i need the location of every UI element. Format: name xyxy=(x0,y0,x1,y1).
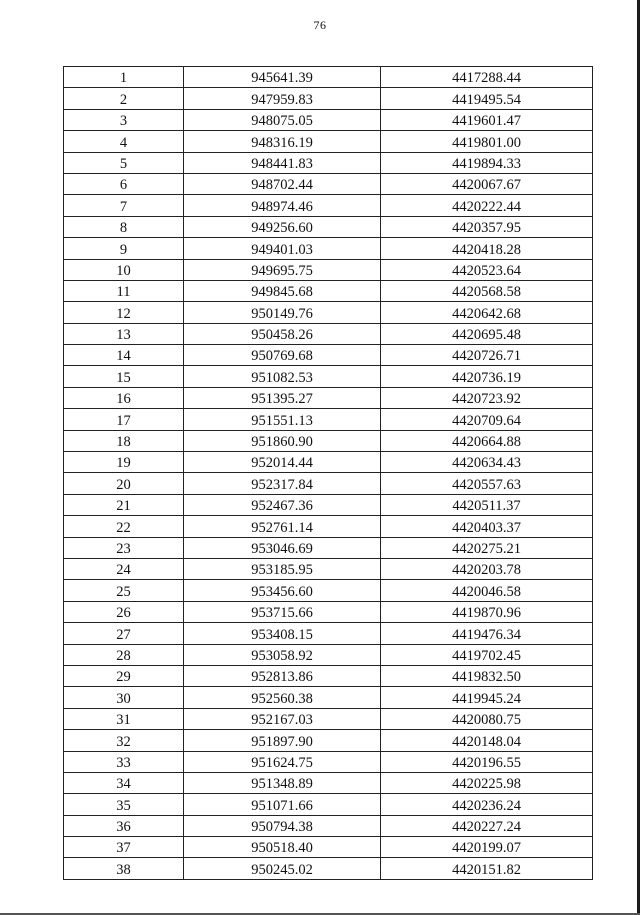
x-coordinate-cell: 948974.46 xyxy=(184,195,381,216)
y-coordinate-cell: 4420151.82 xyxy=(381,858,593,879)
point-number-cell: 25 xyxy=(64,580,184,601)
y-coordinate-cell: 4420046.58 xyxy=(381,580,593,601)
y-coordinate-cell: 4420199.07 xyxy=(381,837,593,858)
table-row xyxy=(64,238,593,259)
x-coordinate-cell: 953185.95 xyxy=(184,558,381,579)
x-coordinate-cell: 953456.60 xyxy=(184,580,381,601)
point-number-cell: 33 xyxy=(64,751,184,772)
table-row xyxy=(64,494,593,515)
point-number-cell: 23 xyxy=(64,537,184,558)
point-number-cell: 6 xyxy=(64,173,184,194)
x-coordinate-cell: 949695.75 xyxy=(184,259,381,280)
point-number-cell: 32 xyxy=(64,730,184,751)
table-row xyxy=(64,216,593,237)
table-row xyxy=(64,751,593,772)
x-coordinate-cell: 948075.05 xyxy=(184,109,381,130)
y-coordinate-cell: 4419945.24 xyxy=(381,687,593,708)
x-coordinate-cell: 951860.90 xyxy=(184,430,381,451)
point-number-cell: 37 xyxy=(64,837,184,858)
y-coordinate-cell: 4420225.98 xyxy=(381,772,593,793)
point-number-cell: 31 xyxy=(64,708,184,729)
point-number-cell: 14 xyxy=(64,345,184,366)
y-coordinate-cell: 4420227.24 xyxy=(381,815,593,836)
table-row xyxy=(64,387,593,408)
table-row xyxy=(64,67,593,88)
y-coordinate-cell: 4420222.44 xyxy=(381,195,593,216)
table-row xyxy=(64,173,593,194)
table-row xyxy=(64,815,593,836)
table-row xyxy=(64,109,593,130)
x-coordinate-cell: 949845.68 xyxy=(184,280,381,301)
y-coordinate-cell: 4420726.71 xyxy=(381,345,593,366)
table-row xyxy=(64,259,593,280)
x-coordinate-cell: 953715.66 xyxy=(184,601,381,622)
y-coordinate-cell: 4420148.04 xyxy=(381,730,593,751)
x-coordinate-cell: 952317.84 xyxy=(184,473,381,494)
x-coordinate-cell: 951082.53 xyxy=(184,366,381,387)
x-coordinate-cell: 953046.69 xyxy=(184,537,381,558)
point-number-cell: 22 xyxy=(64,516,184,537)
x-coordinate-cell: 951624.75 xyxy=(184,751,381,772)
point-number-cell: 10 xyxy=(64,259,184,280)
table-row xyxy=(64,623,593,644)
point-number-cell: 9 xyxy=(64,238,184,259)
point-number-cell: 8 xyxy=(64,216,184,237)
table-row xyxy=(64,837,593,858)
y-coordinate-cell: 4420511.37 xyxy=(381,494,593,515)
table-row xyxy=(64,88,593,109)
point-number-cell: 38 xyxy=(64,858,184,879)
coordinates-table xyxy=(63,66,593,880)
x-coordinate-cell: 951897.90 xyxy=(184,730,381,751)
point-number-cell: 16 xyxy=(64,387,184,408)
point-number-cell: 4 xyxy=(64,131,184,152)
table-row xyxy=(64,409,593,430)
x-coordinate-cell: 950458.26 xyxy=(184,323,381,344)
table-row xyxy=(64,345,593,366)
point-number-cell: 2 xyxy=(64,88,184,109)
x-coordinate-cell: 950245.02 xyxy=(184,858,381,879)
point-number-cell: 15 xyxy=(64,366,184,387)
y-coordinate-cell: 4420418.28 xyxy=(381,238,593,259)
x-coordinate-cell: 952813.86 xyxy=(184,665,381,686)
table-row xyxy=(64,473,593,494)
y-coordinate-cell: 4420736.19 xyxy=(381,366,593,387)
y-coordinate-cell: 4420695.48 xyxy=(381,323,593,344)
table-row xyxy=(64,687,593,708)
point-number-cell: 26 xyxy=(64,601,184,622)
point-number-cell: 29 xyxy=(64,665,184,686)
x-coordinate-cell: 952167.03 xyxy=(184,708,381,729)
y-coordinate-cell: 4420664.88 xyxy=(381,430,593,451)
point-number-cell: 27 xyxy=(64,623,184,644)
point-number-cell: 5 xyxy=(64,152,184,173)
y-coordinate-cell: 4420723.92 xyxy=(381,387,593,408)
y-coordinate-cell: 4420709.64 xyxy=(381,409,593,430)
table-row xyxy=(64,708,593,729)
y-coordinate-cell: 4420634.43 xyxy=(381,452,593,473)
x-coordinate-cell: 951551.13 xyxy=(184,409,381,430)
point-number-cell: 13 xyxy=(64,323,184,344)
y-coordinate-cell: 4419495.54 xyxy=(381,88,593,109)
x-coordinate-cell: 951071.66 xyxy=(184,794,381,815)
y-coordinate-cell: 4419832.50 xyxy=(381,665,593,686)
y-coordinate-cell: 4420523.64 xyxy=(381,259,593,280)
point-number-cell: 21 xyxy=(64,494,184,515)
point-number-cell: 17 xyxy=(64,409,184,430)
y-coordinate-cell: 4420080.75 xyxy=(381,708,593,729)
coordinates-table-body xyxy=(64,67,593,880)
y-coordinate-cell: 4419870.96 xyxy=(381,601,593,622)
x-coordinate-cell: 951395.27 xyxy=(184,387,381,408)
x-coordinate-cell: 950794.38 xyxy=(184,815,381,836)
table-row xyxy=(64,580,593,601)
table-row xyxy=(64,195,593,216)
table-row xyxy=(64,665,593,686)
x-coordinate-cell: 949401.03 xyxy=(184,238,381,259)
x-coordinate-cell: 950769.68 xyxy=(184,345,381,366)
x-coordinate-cell: 952467.36 xyxy=(184,494,381,515)
y-coordinate-cell: 4420557.63 xyxy=(381,473,593,494)
x-coordinate-cell: 951348.89 xyxy=(184,772,381,793)
table-row xyxy=(64,280,593,301)
table-row xyxy=(64,152,593,173)
x-coordinate-cell: 945641.39 xyxy=(184,67,381,88)
y-coordinate-cell: 4420236.24 xyxy=(381,794,593,815)
table-row xyxy=(64,452,593,473)
point-number-cell: 3 xyxy=(64,109,184,130)
y-coordinate-cell: 4420568.58 xyxy=(381,280,593,301)
point-number-cell: 20 xyxy=(64,473,184,494)
y-coordinate-cell: 4420642.68 xyxy=(381,302,593,323)
y-coordinate-cell: 4419601.47 xyxy=(381,109,593,130)
point-number-cell: 30 xyxy=(64,687,184,708)
point-number-cell: 11 xyxy=(64,280,184,301)
table-row xyxy=(64,601,593,622)
y-coordinate-cell: 4419702.45 xyxy=(381,644,593,665)
table-row xyxy=(64,131,593,152)
table-row xyxy=(64,430,593,451)
y-coordinate-cell: 4419894.33 xyxy=(381,152,593,173)
table-row xyxy=(64,794,593,815)
x-coordinate-cell: 952014.44 xyxy=(184,452,381,473)
y-coordinate-cell: 4420357.95 xyxy=(381,216,593,237)
y-coordinate-cell: 4417288.44 xyxy=(381,67,593,88)
table-row xyxy=(64,858,593,879)
table-row xyxy=(64,516,593,537)
y-coordinate-cell: 4420196.55 xyxy=(381,751,593,772)
table-row xyxy=(64,366,593,387)
y-coordinate-cell: 4420067.67 xyxy=(381,173,593,194)
point-number-cell: 1 xyxy=(64,67,184,88)
x-coordinate-cell: 947959.83 xyxy=(184,88,381,109)
x-coordinate-cell: 953408.15 xyxy=(184,623,381,644)
table-row xyxy=(64,730,593,751)
table-row xyxy=(64,644,593,665)
table-row xyxy=(64,558,593,579)
x-coordinate-cell: 953058.92 xyxy=(184,644,381,665)
x-coordinate-cell: 950149.76 xyxy=(184,302,381,323)
y-coordinate-cell: 4420403.37 xyxy=(381,516,593,537)
point-number-cell: 34 xyxy=(64,772,184,793)
point-number-cell: 28 xyxy=(64,644,184,665)
x-coordinate-cell: 949256.60 xyxy=(184,216,381,237)
point-number-cell: 7 xyxy=(64,195,184,216)
point-number-cell: 19 xyxy=(64,452,184,473)
point-number-cell: 24 xyxy=(64,558,184,579)
x-coordinate-cell: 952560.38 xyxy=(184,687,381,708)
y-coordinate-cell: 4420203.78 xyxy=(381,558,593,579)
point-number-cell: 36 xyxy=(64,815,184,836)
page-number: 76 xyxy=(313,18,327,32)
point-number-cell: 18 xyxy=(64,430,184,451)
table-row xyxy=(64,302,593,323)
table-row xyxy=(64,323,593,344)
y-coordinate-cell: 4419476.34 xyxy=(381,623,593,644)
y-coordinate-cell: 4420275.21 xyxy=(381,537,593,558)
table-row xyxy=(64,772,593,793)
x-coordinate-cell: 948441.83 xyxy=(184,152,381,173)
x-coordinate-cell: 948316.19 xyxy=(184,131,381,152)
table-row xyxy=(64,537,593,558)
x-coordinate-cell: 948702.44 xyxy=(184,173,381,194)
x-coordinate-cell: 952761.14 xyxy=(184,516,381,537)
point-number-cell: 35 xyxy=(64,794,184,815)
y-coordinate-cell: 4419801.00 xyxy=(381,131,593,152)
x-coordinate-cell: 950518.40 xyxy=(184,837,381,858)
point-number-cell: 12 xyxy=(64,302,184,323)
